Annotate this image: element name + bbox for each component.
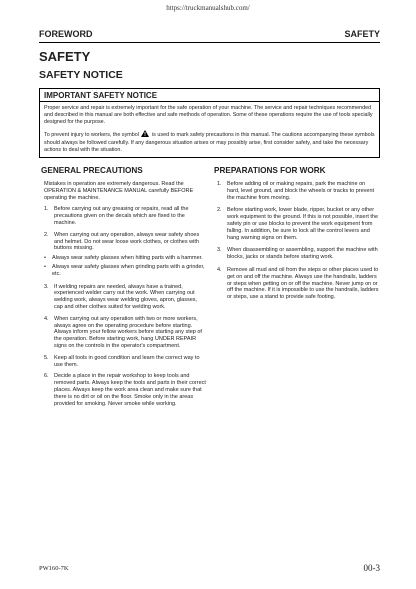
item-text: When carrying out any operation, always wear safety shoes and helmet. Do not wear loose work clothes, or clothes with buttons missing. bbox=[54, 231, 200, 252]
list-item bbox=[217, 267, 379, 301]
list-item bbox=[217, 247, 379, 261]
notice-title: IMPORTANT SAFETY NOTICE bbox=[40, 89, 379, 102]
header-chapter-label: SAFETY bbox=[344, 29, 380, 39]
notice-body bbox=[40, 102, 379, 154]
list-item bbox=[44, 355, 206, 369]
preparations-for-work-column bbox=[214, 166, 379, 306]
item-number: 5. bbox=[44, 354, 49, 361]
header-section-label: FOREWORD bbox=[39, 29, 93, 39]
list-item bbox=[217, 207, 379, 241]
item-text: Before adding oil or making repairs, park the machine on hard, level ground, and block the wheels or tracks to prevent the machine from moving. bbox=[227, 181, 375, 201]
item-text: Remove all mud and oil from the steps or other places used to get on and off the machine. Always use the handrails, ladders or steps when getting on or off the machine. Never jump on or off the machine. If it is impossible to use the handrails, ladders or steps, use a stand to provide safe footing. bbox=[227, 266, 379, 301]
bullet-text: Always wear safety glasses when hitting parts with a hammer. bbox=[52, 255, 203, 262]
item-text: Before starting work, lower blade, ripper, bucket or any other work equipment to the ground. If this is not possible, insert the safety pin or use blocks to prevent the work equipment from falling. In addition, be sure to lock all the control levers and hang warning signs on them. bbox=[227, 207, 379, 241]
bullet-text: Always wear safety glasses when grinding parts with a grinder, etc. bbox=[52, 263, 205, 277]
item-number: 3. bbox=[217, 247, 222, 254]
item-text: If welding repairs are needed, always have a trained, experienced welder carry out the work. When carrying out welding work, always wear welding gloves, apron, glasses, cap and other clothes suited for welding work. bbox=[54, 283, 198, 310]
bullet-item bbox=[44, 264, 206, 278]
list-item bbox=[44, 206, 206, 226]
item-number: 3. bbox=[44, 283, 49, 290]
bullet-item bbox=[44, 255, 206, 262]
list-item bbox=[44, 373, 206, 407]
list-item bbox=[44, 316, 206, 350]
item-number: 4. bbox=[44, 315, 49, 322]
bullet-icon: • bbox=[44, 255, 46, 262]
item-text: When carrying out any operation with two or more workers, always agree on the operating procedure before starting. Always inform your fellow workers before starting any step of the operation. Before starting work, hang UNDER REPAIR signs on the controls in the operator's compartment. bbox=[54, 315, 202, 349]
bullet-icon: • bbox=[44, 263, 46, 270]
item-text: Before carrying out any greasing or repairs, read all the precautions given on the decals which are fixed to the machine. bbox=[54, 206, 189, 226]
page-title: SAFETY bbox=[39, 49, 91, 64]
list-item bbox=[217, 181, 379, 201]
page-subtitle: SAFETY NOTICE bbox=[39, 69, 123, 81]
notice-paragraph-2 bbox=[44, 130, 375, 154]
notice-paragraph-2-end: is used to mark safety precautions in this manual. The cautions accompanying these symbols should always be followed carefully. If any dangerous situation arises or may possibly arise, first consider safety, and take the necessary actions to deal with the situation. bbox=[44, 131, 375, 153]
general-precautions-heading: GENERAL PRECAUTIONS bbox=[41, 166, 143, 175]
notice-paragraph-1: Proper service and repair is extremely important for the safe operation of your machine. The service and repair techniques recommended and described in this manual are both effective and safe methods of operation. Some of these operations require the use of tools specially designed for the purpose. bbox=[44, 105, 373, 126]
item-number: 4. bbox=[217, 266, 222, 273]
item-number: 2. bbox=[44, 231, 49, 238]
page-number: 00-3 bbox=[363, 563, 380, 573]
source-url: https://truckmanualshub.com/ bbox=[166, 4, 250, 12]
item-number: 2. bbox=[217, 207, 222, 214]
important-safety-notice-box bbox=[39, 88, 380, 158]
warning-triangle-icon bbox=[141, 130, 149, 140]
item-text: Keep all tools in good condition and learn the correct way to use them. bbox=[54, 354, 200, 368]
list-item bbox=[44, 284, 206, 311]
general-precautions-column bbox=[41, 166, 206, 412]
item-number: 6. bbox=[44, 373, 49, 380]
page-header bbox=[39, 28, 380, 43]
general-intro: Mistakes in operation are extremely dangerous. Read the OPERATION & MAINTENANCE MANUAL carefully BEFORE operating the machine. bbox=[44, 181, 194, 201]
item-number: 1. bbox=[44, 206, 49, 213]
list-item bbox=[44, 232, 206, 252]
preparations-heading: PREPARATIONS FOR WORK bbox=[214, 166, 326, 175]
item-text: When disassembling or assembling, support the machine with blocks, jacks or stands before starting work. bbox=[227, 247, 378, 261]
notice-paragraph-2-start: To prevent injury to workers, the symbol bbox=[44, 131, 139, 138]
model-number: PW160-7K bbox=[39, 565, 69, 572]
item-text: Decide a place in the repair workshop to keep tools and removed parts. Always keep the tools and parts in their correct places. Always keep the work area clean and make sure that there is no dirt or oil on the floor. Smoke only in the areas provided for smoking. Never smoke while working. bbox=[54, 373, 206, 407]
item-number: 1. bbox=[217, 181, 222, 187]
